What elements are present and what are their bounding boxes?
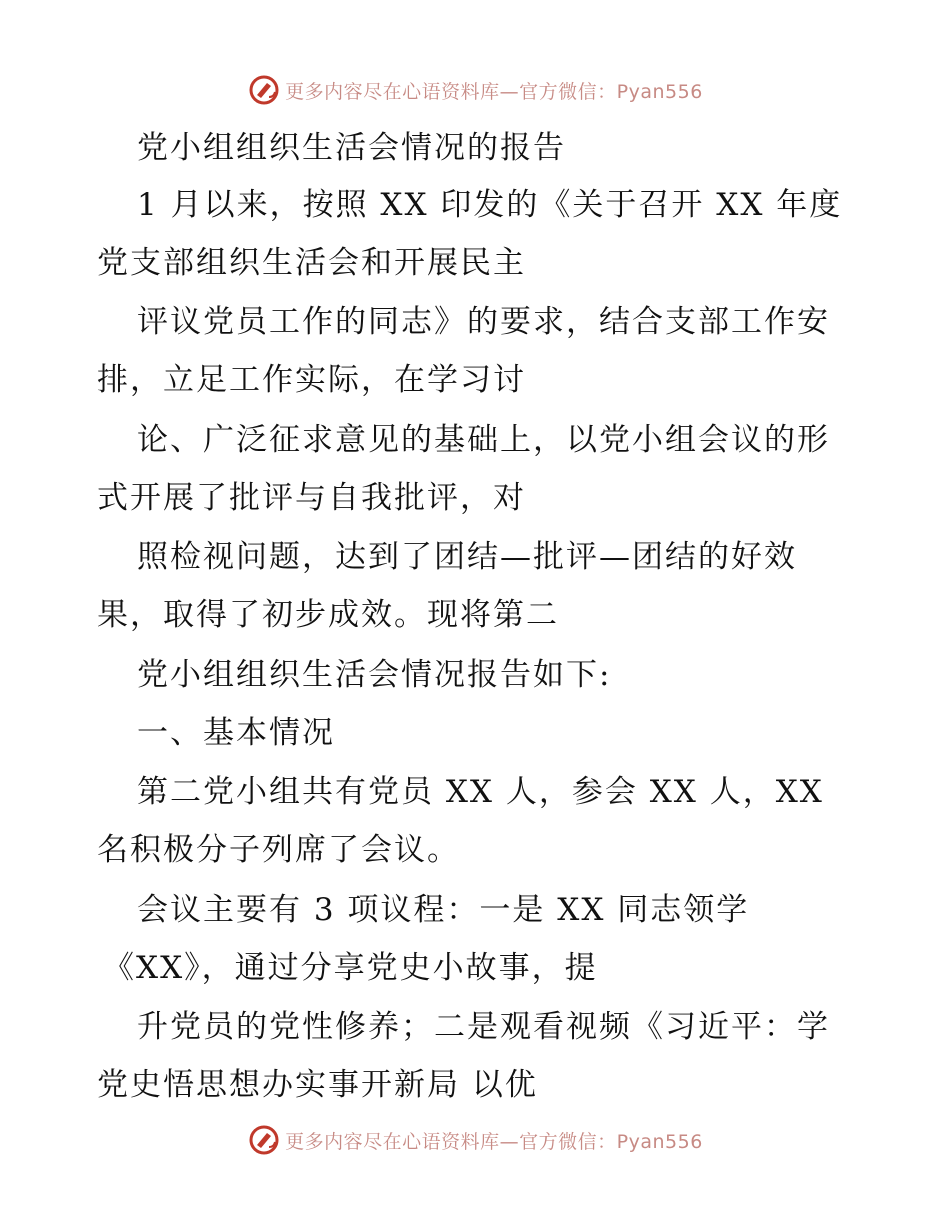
footer-watermark-banner — [0, 1120, 950, 1160]
paragraph-line: 照检视问题，达到了团结—批评—团结的好效 — [137, 539, 797, 575]
paragraph-line: 果，取得了初步成效。现将第二 — [97, 597, 559, 633]
footer-watermark-text: 更多内容尽在心语资料库—官方微信：Pyan556 — [285, 1130, 703, 1153]
paragraph-line: 1 月以来，按照 XX 印发的《关于召开 XX 年度 — [137, 187, 843, 223]
paragraph-line: 会议主要有 3 项议程：一是 XX 同志领学 — [137, 892, 750, 928]
paragraph-line: 升党员的党性修养；二是观看视频《习近平：学 — [137, 1009, 830, 1045]
paragraph-line: 第二党小组共有党员 XX 人，参会 XX 人，XX — [137, 774, 824, 810]
paragraph-line: 《XX》，通过分享党史小故事，提 — [103, 950, 598, 986]
paragraph-line: 党小组组织生活会情况报告如下: — [137, 657, 612, 693]
paragraph-line: 党史悟思想办实事开新局 以优 — [97, 1067, 538, 1103]
paragraph-line: 评议党员工作的同志》的要求，结合支部工作安 — [137, 304, 830, 340]
paragraph-line: 论、广泛征求意见的基础上，以党小组会议的形 — [137, 422, 830, 458]
paragraph-line: 党支部组织生活会和开展民主 — [97, 245, 526, 281]
header-watermark-text: 更多内容尽在心语资料库—官方微信：Pyan556 — [285, 80, 703, 103]
section-heading: 一、基本情况 — [137, 715, 335, 751]
document-title: 党小组组织生活会情况的报告 — [137, 130, 566, 166]
paragraph-line: 名积极分子列席了会议。 — [97, 832, 460, 868]
paragraph-line: 排，立足工作实际，在学习讨 — [97, 362, 526, 398]
paragraph-line: 式开展了批评与自我批评，对 — [97, 480, 526, 516]
brand-logo-icon — [247, 1123, 281, 1157]
